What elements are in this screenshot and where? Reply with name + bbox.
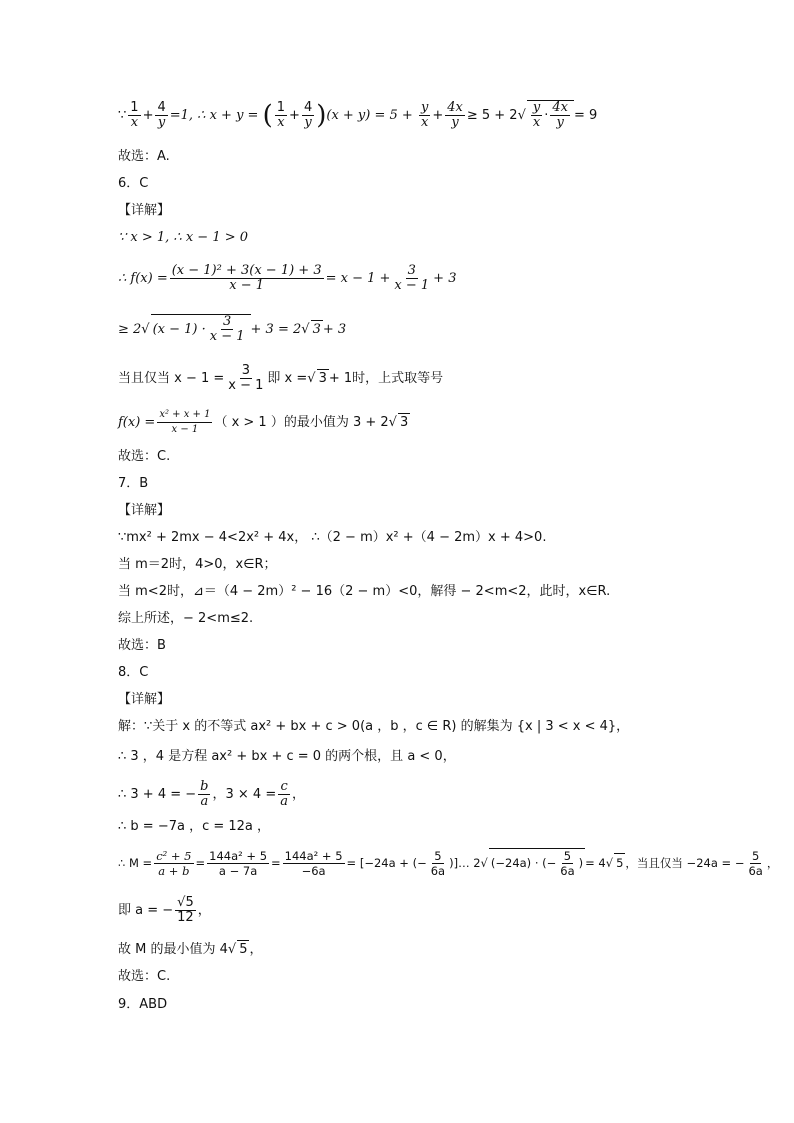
formula-line: 即 a = − $\frac{√5}{12}$ ， bbox=[118, 895, 211, 925]
formula-line: ∵ x > 1, ∴ x − 1 > 0 bbox=[118, 230, 249, 245]
section-label: 【详解】 bbox=[118, 503, 171, 518]
answer-heading: 8．C bbox=[118, 665, 149, 680]
section-label: 【详解】 bbox=[118, 203, 171, 218]
text-line: 当 m＝2时，4>0，x∈R； bbox=[118, 557, 277, 572]
formula-line: ∴ b = −7a ，c = 12a ， bbox=[118, 819, 271, 834]
formula-line: ∴ M = $\frac{\text{c² + 5}}{a + b}$ = $\frac{\text{144a² + 5}}{a - 7a}$ = $\frac{\text{144a² + 5}}{-6a}$ = [−24a + (− $\frac{5}{6a}$ )]… 2√ (−24a) · (− $\frac{5}{6a}$ ) = 4√ 5 ，当且仅当 −24a = − $\frac{5}{6a}$ ， bbox=[118, 849, 779, 878]
text-line: 故 M 的最小值为 4√ 5 ， bbox=[118, 942, 263, 957]
text-line: 故选：C. bbox=[118, 969, 171, 984]
text-line: 综上所述，− 2<m≤2. bbox=[118, 611, 254, 626]
text-line: 解：∵关于 x 的不等式 ax² + bx + c > 0(a ，b ，c ∈ R) 的解集为 {x | 3 < x < 4}， bbox=[118, 719, 630, 734]
text-line: 故选：A. bbox=[118, 149, 170, 164]
answer-heading: 7．B bbox=[118, 476, 149, 491]
answer-heading: 6．C bbox=[118, 176, 149, 191]
text-line: ∵mx² + 2mx − 4<2x² + 4x， ∴（2 − m）x² +（4 − 2m）x + 4>0. bbox=[118, 530, 547, 545]
formula-line-1: ∵ $\frac{1}{x}$ + $\frac{4}{y}$ =1, ∴ x + y = ( $\frac{1}{x}$ + $\frac{4}{y}$ )(x + y) = 5 + $\frac{y}{x}$ + $\frac{4x}{y}$ ≥ 5 + 2√ $\frac{y}{x}$ · $\frac{4x}{y}$ = 9 bbox=[118, 100, 598, 131]
formula-line: ∴ f(x) = $\frac{\text{(x − 1)² + 3(x − 1) + 3}}{x - 1}$ = x − 1 + $\frac{3}{x - 1}$ + 3 bbox=[118, 263, 457, 293]
section-label: 【详解】 bbox=[118, 692, 171, 707]
text-line: 当且仅当 x − 1 = $\frac{3}{x - 1}$ 即 x =√ 3 + 1时，上式取等号 bbox=[118, 363, 444, 393]
text-line: 当 m<2时，⊿＝（4 − 2m）² − 16（2 − m）<0，解得 − 2<m<2，此时，x∈R. bbox=[118, 584, 611, 599]
answer-heading: 9．ABD bbox=[118, 997, 168, 1012]
text-line: f(x) = $\frac{\text{x² + x + 1}}{x - 1}$ （ x > 1 ）的最小值为 3 + 2√ 3 bbox=[118, 409, 409, 435]
formula-line: ∴ 3 + 4 = − $\frac{b}{a}$ ，3 × 4 = $\frac{c}{a}$ ， bbox=[118, 779, 305, 809]
text-line: 故选：C. bbox=[118, 449, 171, 464]
text-line: ∴ 3 ，4 是方程 ax² + bx + c = 0 的两个根，且 a < 0， bbox=[118, 749, 456, 764]
text-line: 故选：B bbox=[118, 638, 166, 653]
formula-line: ≥ 2√ (x − 1) · $\frac{3}{x - 1}$ + 3 = 2√ 3 + 3 bbox=[118, 314, 347, 344]
